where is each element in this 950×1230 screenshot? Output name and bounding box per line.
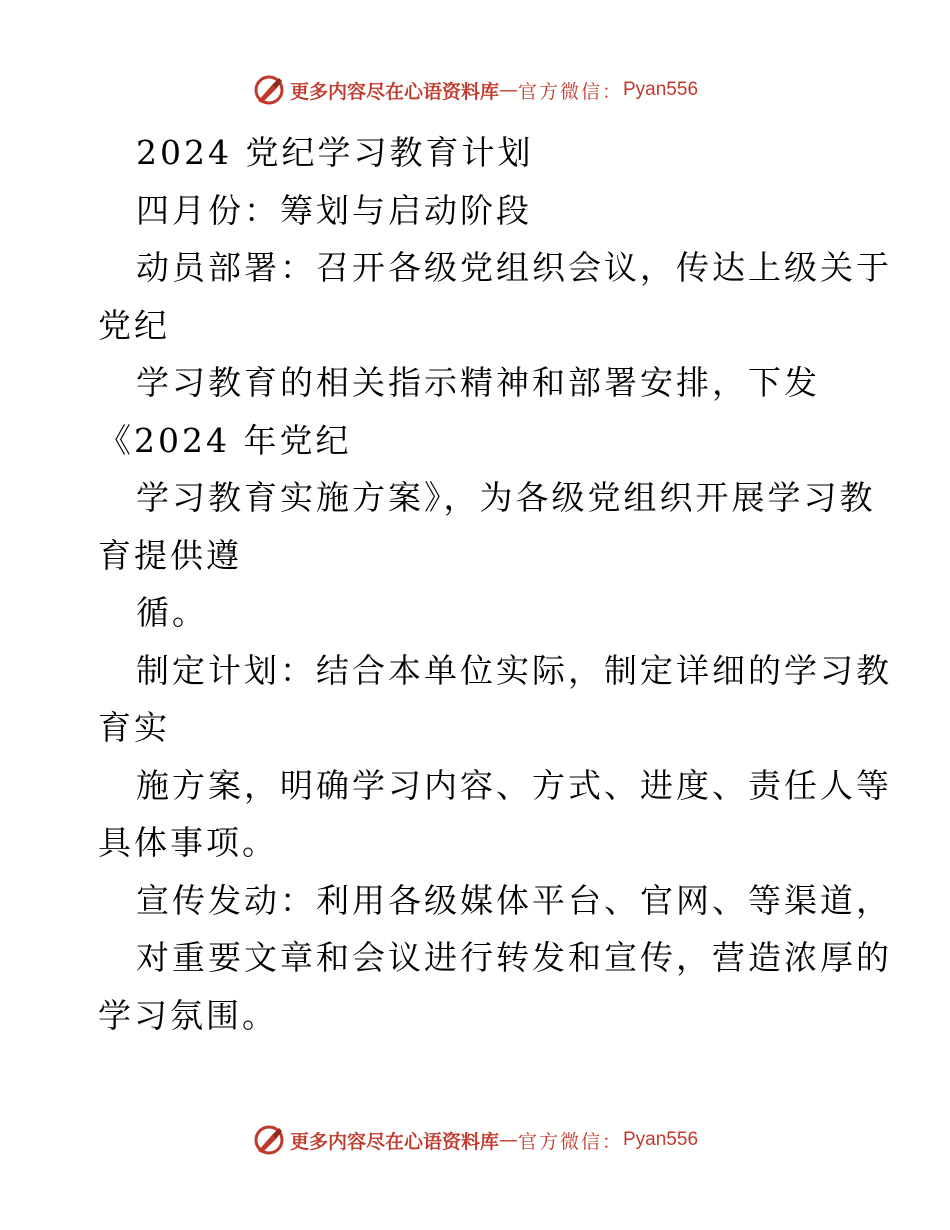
watermark-label: 官方微信： bbox=[517, 1130, 623, 1153]
document-line: 宣传发动：利用各级媒体平台、官网、等渠道， bbox=[136, 880, 892, 920]
document-line: 学习教育实施方案》，为各级党组织开展学习教 bbox=[136, 478, 876, 517]
document-line: 2024 党纪学习教育计划 bbox=[136, 133, 534, 172]
document-line: 学习教育的相关指示精神和部署安排，下发 bbox=[136, 363, 820, 402]
document-line: 《2024 年党纪 bbox=[98, 420, 352, 460]
document-line: 四月份：筹划与启动阶段 bbox=[136, 190, 532, 230]
document-body bbox=[98, 124, 892, 1044]
document-line: 育提供遵 bbox=[98, 535, 242, 575]
document-line: 育实 bbox=[98, 708, 170, 747]
watermark-label: 官方微信： bbox=[517, 80, 623, 103]
document-line: 具体事项。 bbox=[98, 823, 278, 862]
watermark-wechat-id: Pyan556 bbox=[623, 1129, 699, 1150]
document-line: 动员部署：召开各级党组织会议，传达上级关于 bbox=[136, 248, 892, 287]
watermark-brand: 更多内容尽在心语资料库 bbox=[289, 80, 499, 103]
watermark-wechat-id: Pyan556 bbox=[623, 79, 699, 100]
document-line: 学习氛围。 bbox=[98, 995, 278, 1035]
document-line: 循。 bbox=[136, 593, 208, 632]
watermark-dash: — bbox=[498, 79, 518, 101]
document-line: 党纪 bbox=[98, 305, 170, 345]
header-watermark bbox=[0, 70, 950, 110]
pen-nib-seal-icon bbox=[252, 1123, 286, 1157]
document-line: 制定计划：结合本单位实际，制定详细的学习教 bbox=[136, 650, 892, 690]
watermark-brand: 更多内容尽在心语资料库 bbox=[289, 1130, 499, 1153]
document-line: 施方案，明确学习内容、方式、进度、责任人等 bbox=[136, 765, 892, 805]
pen-nib-seal-icon bbox=[252, 73, 286, 107]
footer-watermark bbox=[0, 1120, 950, 1160]
document-line: 对重要文章和会议进行转发和宣传，营造浓厚的 bbox=[136, 938, 892, 977]
watermark-dash: — bbox=[498, 1129, 518, 1151]
